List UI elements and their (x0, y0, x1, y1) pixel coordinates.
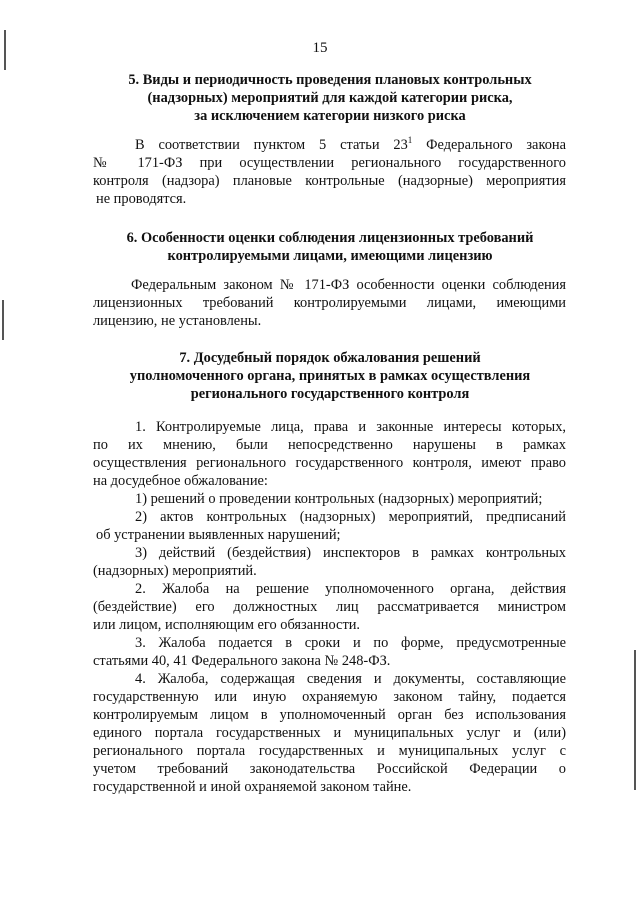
section-7-body (93, 418, 566, 796)
heading-line: за исключением категории низкого риска (194, 108, 466, 124)
paragraph-line: государственную или иную охраняемую законом тайну, подается (93, 689, 566, 705)
paragraph-line: осуществления регионального государственного контроля, имеют право (93, 455, 566, 471)
section-5-heading (80, 71, 580, 125)
heading-line: 6. Особенности оценки соблюдения лицензионных требований (126, 230, 534, 246)
paragraph-line: регионального портала государственных и муниципальных услуг с (93, 743, 566, 759)
paragraph-line: единого портала государственных и муниципальных услуг и (или) (93, 725, 566, 741)
paragraph-line: 4. Жалоба, содержащая сведения и документы, составляющие (135, 671, 566, 687)
paragraph-line: статьями 40, 41 Федерального закона № 248-ФЗ. (93, 653, 391, 669)
paragraph-line: (бездействие) его должностных лиц рассматривается министром (93, 599, 566, 615)
paragraph-line: контроля (надзора) плановые контрольные (надзорные) мероприятия (93, 173, 566, 189)
paragraph-line: на досудебное обжалование: (93, 473, 268, 489)
paragraph-line: или лицом, исполняющим его обязанности. (93, 617, 361, 633)
paragraph-line: 2. Жалоба на решение уполномоченного органа, действия (135, 581, 566, 597)
paragraph-line: лицензию, не установлены. (93, 313, 262, 329)
heading-line: 7. Досудебный порядок обжалования решений (179, 350, 481, 366)
paragraph-line: № 171-ФЗ при осуществлении регионального государственного (93, 155, 566, 171)
paragraph-line: 3) действий (бездействия) инспекторов в рамках контрольных (135, 545, 566, 561)
heading-line: уполномоченного органа, принятых в рамках осуществления (129, 368, 531, 384)
paragraph-line: государственной и иной охраняемой законом тайне. (93, 779, 412, 795)
paragraph-line: Федеральным законом № 171-ФЗ особенности оценки соблюдения (131, 277, 566, 293)
page-number: 15 (312, 40, 328, 56)
paragraph-line: 1. Контролируемые лица, права и законные интересы которых, (135, 419, 566, 435)
section-7-heading (80, 349, 580, 403)
heading-line: (надзорных) мероприятий для каждой категории риска, (147, 90, 513, 106)
paragraph-line: по их мнению, были непосредственно нарушены в рамках (93, 437, 566, 453)
paragraph-line: лицензионных требований контролируемыми лицами, имеющими (93, 295, 566, 311)
heading-line: регионального государственного контроля (190, 386, 470, 402)
paragraph-line: 2) актов контрольных (надзорных) мероприятий, предписаний (135, 509, 566, 525)
paragraph-line: 3. Жалоба подается в сроки и по форме, предусмотренные (135, 635, 566, 651)
scan-edge-mark-mid-left (2, 300, 4, 340)
paragraph-line: В соответствии пунктом 5 статьи $23^1$ Федерального закона (135, 135, 566, 153)
section-6-paragraph (93, 276, 566, 330)
paragraph-line: 1) решений о проведении контрольных (надзорных) мероприятий; (135, 491, 543, 507)
paragraph-line: не проводятся. (96, 191, 187, 207)
paragraph-line: об устранении выявленных нарушений; (96, 527, 341, 543)
paragraph-line: (надзорных) мероприятий. (93, 563, 257, 579)
heading-line: контролируемыми лицами, имеющими лицензию (167, 248, 493, 264)
section-5-paragraph (93, 136, 566, 208)
footnote-superscript: 1 (407, 135, 413, 145)
paragraph-line: учетом требований законодательства Российской Федерации о (93, 761, 566, 777)
paragraph-line: контролируемым лицом в уполномоченный орган без использования (93, 707, 566, 723)
section-6-heading (80, 229, 580, 265)
heading-line: 5. Виды и периодичность проведения плановых контрольных (128, 72, 532, 88)
scan-edge-mark-right (634, 650, 636, 790)
